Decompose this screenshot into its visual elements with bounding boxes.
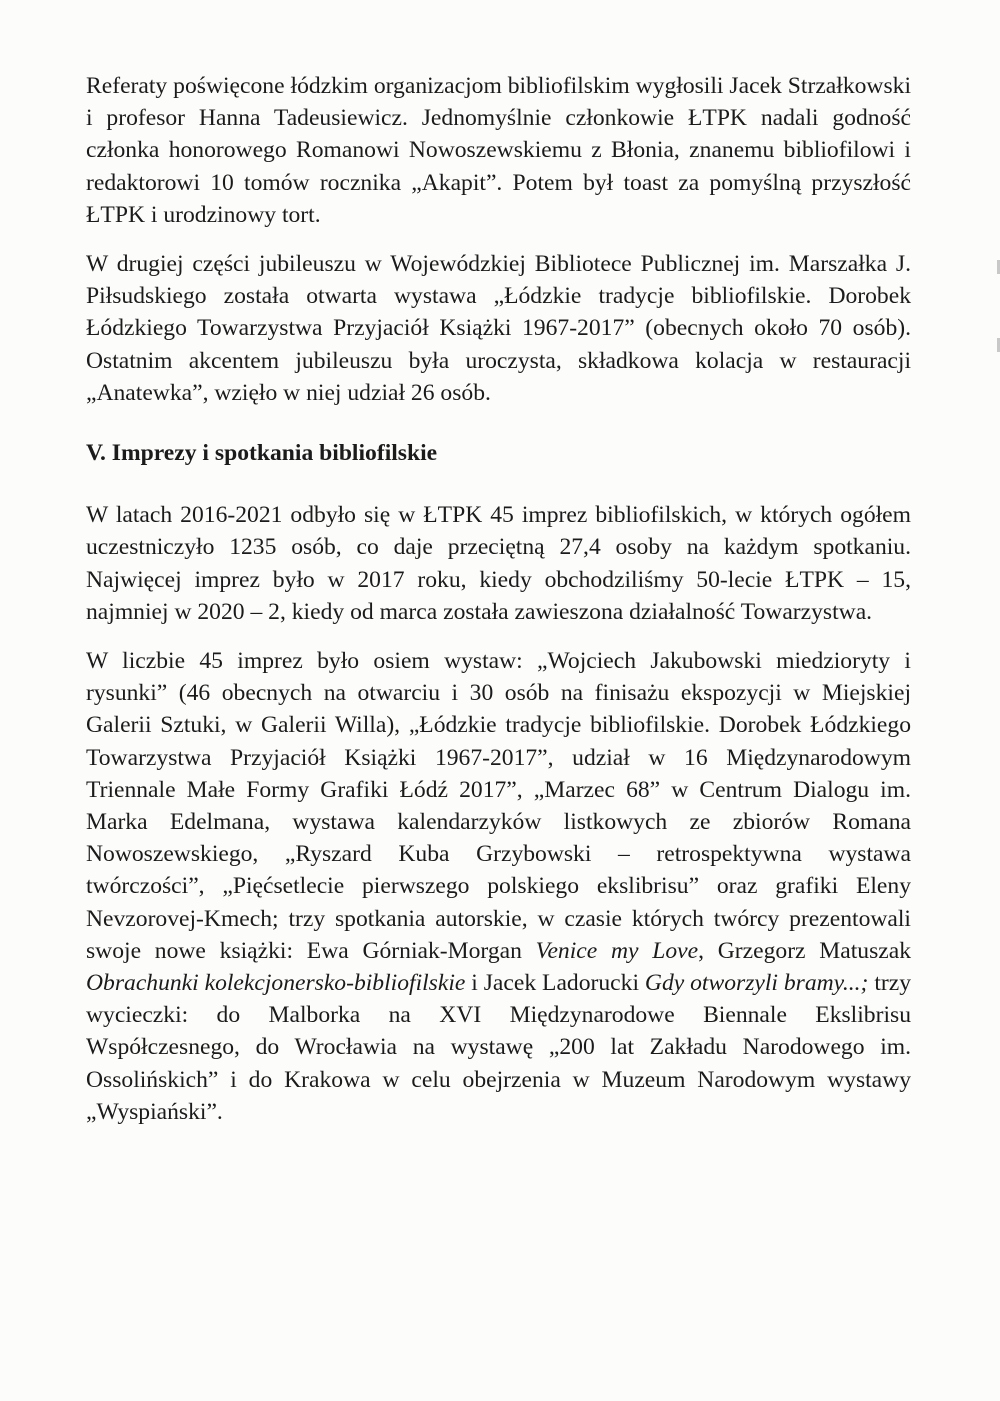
section-heading: V. Imprezy i spotkania bibliofilskie: [86, 440, 438, 467]
book-title: Gdy otworzyli bramy...;: [644, 970, 869, 997]
body-paragraph: W drugiej części jubileuszu w Wojewódzkiej Bibliotece Publicznej im. Marszałka J. Piłsudskiego została otwarta wystawa „Łódzkie tradycje bibliofilskie. Dorobek Łódzkiego Towarzystwa Przyjaciół Książki 1967-2017” (obecnych około 70 osób). Ostatnim akcentem jubileuszu była uroczysta, składkowa kolacja w restauracji „Anatewka”, wzięło w niej udział 26 osób.: [86, 251, 911, 406]
book-title: Obrachunki kolekcjonersko-bibliofilskie: [86, 970, 466, 997]
body-paragraph: Referaty poświęcone łódzkim organizacjom bibliofilskim wygłosili Jacek Strzałkowski i profesor Hanna Tadeusiewicz. Jednomyślnie członkowie ŁTPK nadali godność członka honorowego Romanowi Nowoszewskiemu z Błonia, znanemu bibliofilowi i redaktorowi 10 tomów rocznika „Akapit”. Potem był toast za pomyślną przyszłość ŁTPK i urodzinowy tort.: [86, 73, 911, 228]
body-paragraph-events: [86, 645, 911, 1128]
text-run: trzy wycieczki: do Malborka na XVI Międzynarodowe Biennale Ekslibrisu Współczesnego, do Wrocławia na wystawę „200 lat Zakładu Narodowego im. Ossolińskich” i do Krakowa w celu obejrzenia w Muzeum Narodowym wystawy „Wyspiański”.: [86, 970, 911, 1125]
text-run: W liczbie 45 imprez było osiem wystaw: „Wojciech Jakubowski miedzioryty i rysunki” (46 obecnych na otwarciu i 30 osób na finisażu ekspozycji w Miejskiej Galerii Sztuki, w Galerii Willa), „Łódzkie tradycje bibliofilskie. Dorobek Łódzkiego Towarzystwa Przyjaciół Książki 1967-2017”, udział w 16 Międzynarodowym Triennale Małe Formy Grafiki Łódź 2017”, „Marzec 68” w Centrum Dialogu im. Marka Edelmana, wystawa kalendarzyków listkowych ze zbiorów Romana Nowoszewskiego, „Ryszard Kuba Grzybowski – retrospektywna wystawa twórczości”, „Pięćsetlecie pierwszego polskiego ekslibrisu” oraz grafiki Eleny Nevzorovej-Kmech; trzy spotkania autorskie, w czasie których twórcy prezentowali swoje nowe książki: Ewa Górniak-Morgan: [86, 648, 911, 964]
document-body: [86, 70, 911, 1145]
book-title: Venice my Love: [535, 937, 699, 964]
text-run: i Jacek Ladorucki: [465, 970, 645, 997]
text-run: , Grzegorz Matuszak: [698, 937, 911, 964]
body-paragraph: W latach 2016-2021 odbyło się w ŁTPK 45 imprez bibliofilskich, w których ogółem uczestniczyło 1235 osób, co daje przeciętną 27,4 osoby na każdym spotkaniu. Najwięcej imprez było w 2017 roku, kiedy obchodziliśmy 50-lecie ŁTPK – 15, najmniej w 2020 – 2, kiedy od marca została zawieszona działalność Towarzystwa.: [86, 502, 911, 625]
